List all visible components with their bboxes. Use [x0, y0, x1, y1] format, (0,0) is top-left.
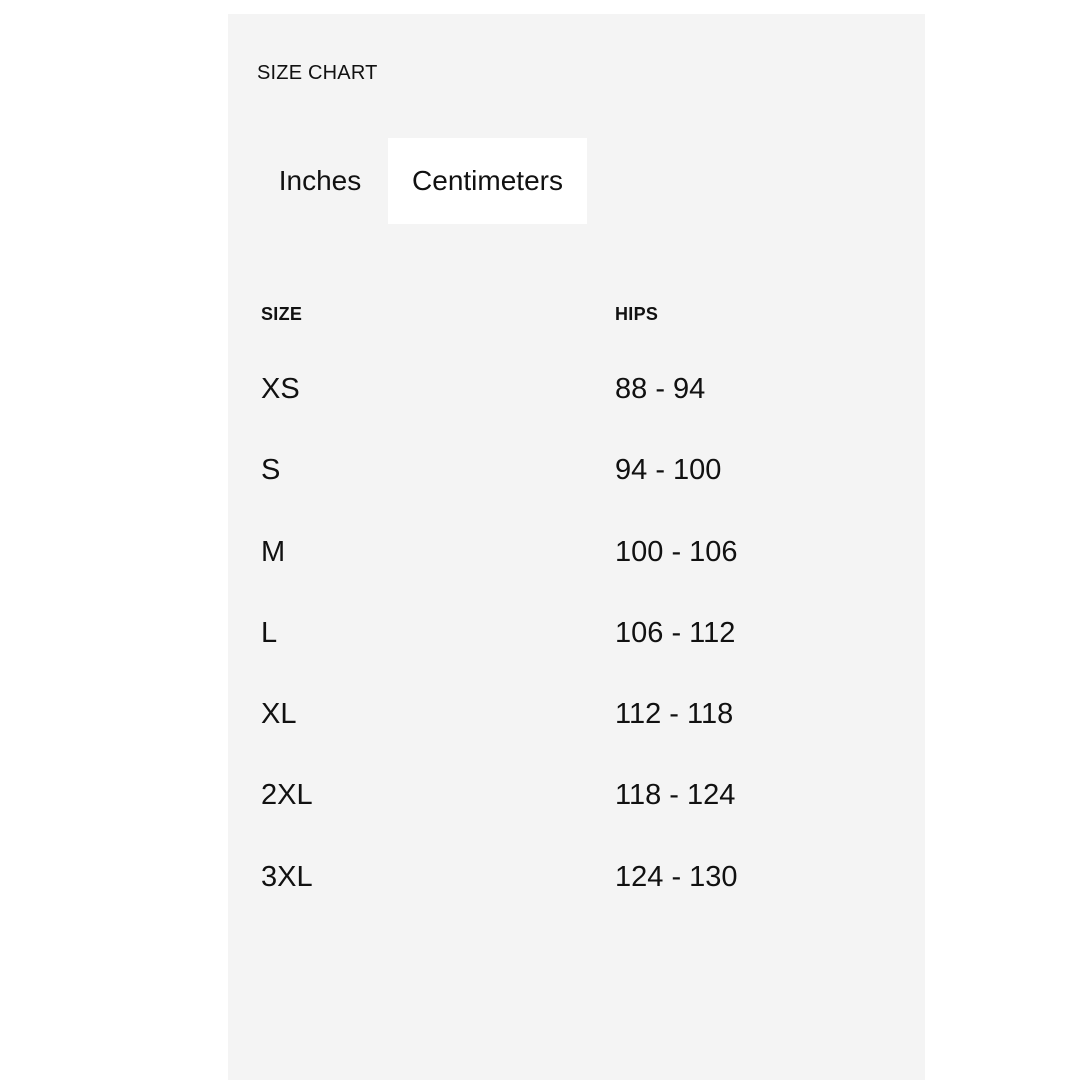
size-cell: XS — [261, 373, 300, 405]
tab-centimeters-label: Centimeters — [412, 165, 563, 196]
table-row — [228, 690, 925, 771]
column-header-size: SIZE — [261, 304, 303, 324]
size-cell: 3XL — [261, 860, 313, 893]
tab-centimeters[interactable] — [388, 138, 587, 224]
table-row — [228, 446, 925, 527]
hips-cell: 100 - 106 — [615, 535, 738, 568]
size-cell: XL — [261, 698, 297, 731]
size-cell: 2XL — [261, 779, 313, 812]
hips-cell: 88 - 94 — [615, 373, 706, 405]
tab-inches-label: Inches — [278, 165, 362, 196]
hips-cell: 124 - 130 — [615, 860, 738, 893]
table-row — [228, 853, 925, 934]
column-header-hips: HIPS — [615, 304, 659, 324]
size-cell: L — [261, 616, 278, 649]
hips-cell: 118 - 124 — [615, 779, 736, 812]
hips-cell: 106 - 112 — [615, 616, 736, 649]
table-row — [228, 528, 925, 609]
size-cell: S — [261, 454, 281, 487]
hips-cell: 94 - 100 — [615, 454, 722, 487]
hips-cell: 112 - 118 — [615, 698, 734, 731]
size-chart-title: SIZE CHART — [257, 62, 378, 84]
size-table-body — [228, 365, 925, 934]
table-row — [228, 771, 925, 852]
tab-inches[interactable] — [258, 138, 382, 224]
table-row — [228, 609, 925, 690]
size-cell: M — [261, 535, 286, 568]
size-chart-panel — [228, 14, 925, 1080]
table-row — [228, 365, 925, 446]
